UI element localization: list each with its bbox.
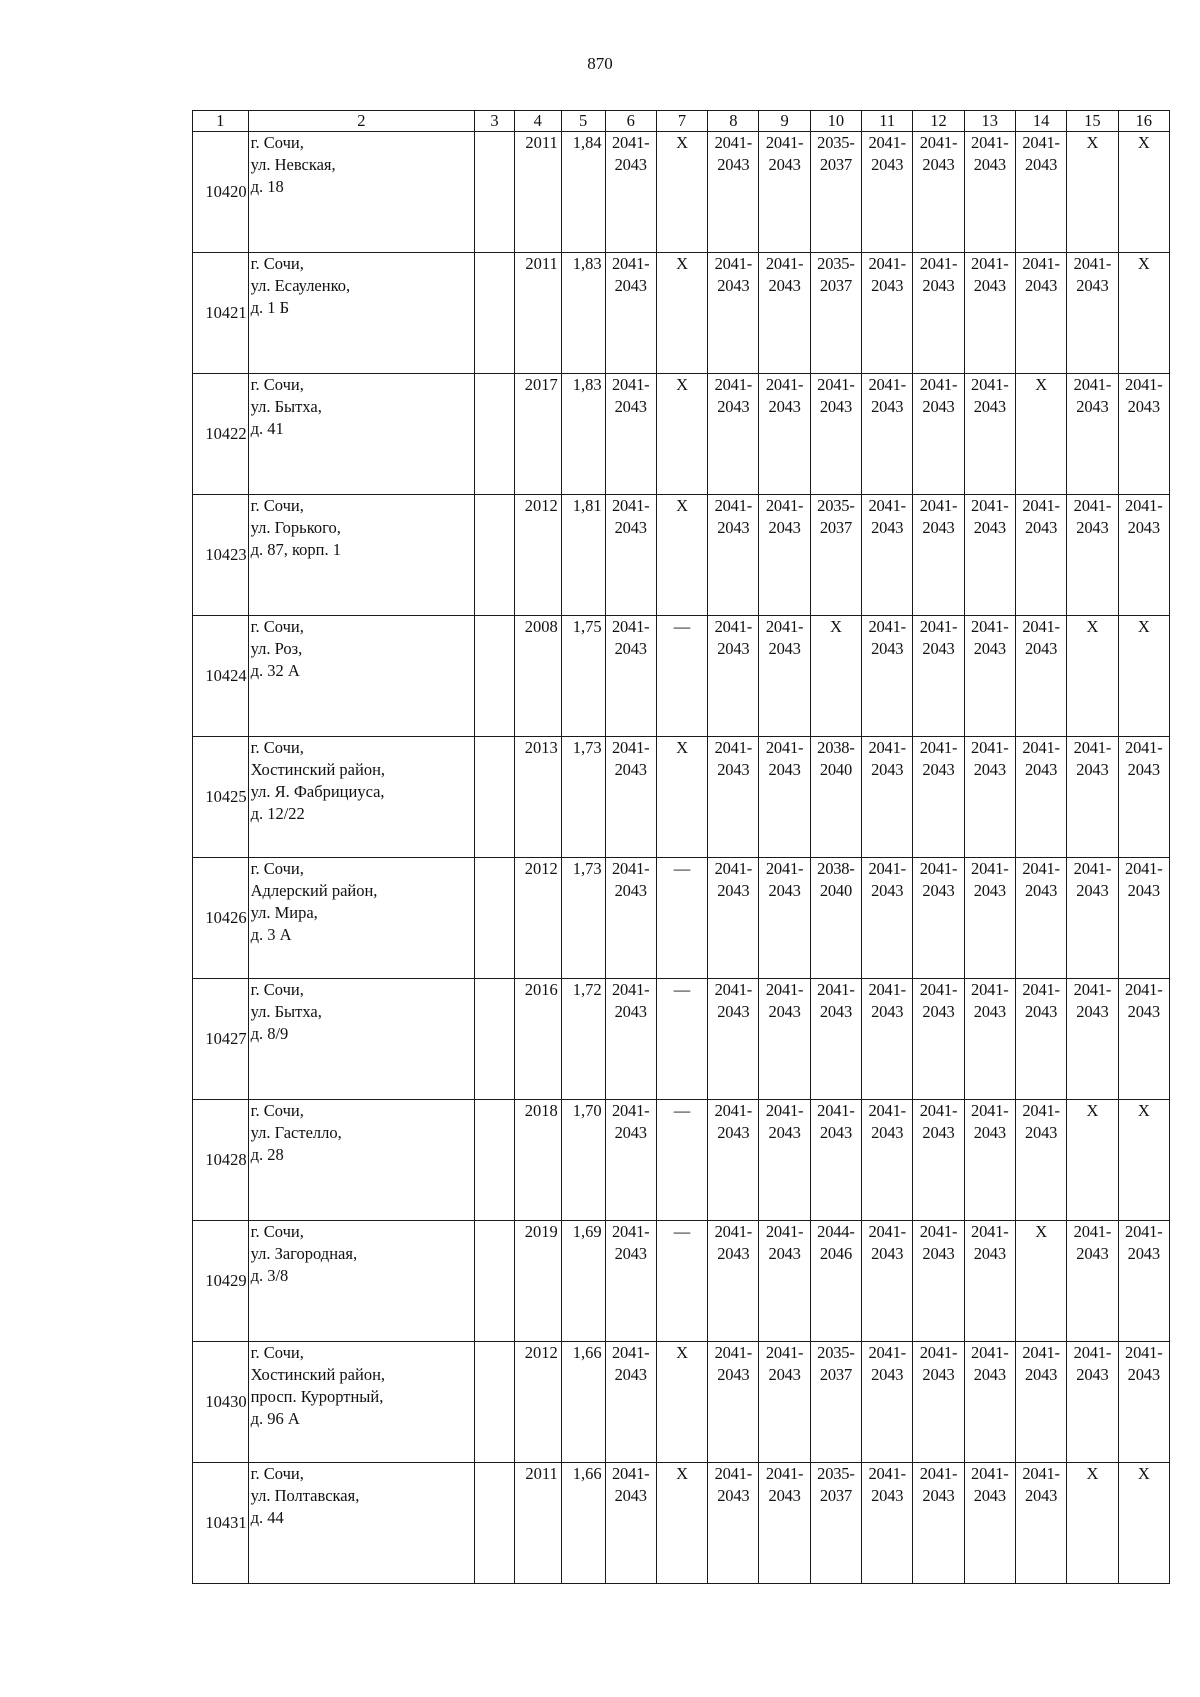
column-16-cell: 2041- 2043	[1118, 1342, 1169, 1463]
column-13-cell: 2041- 2043	[964, 374, 1015, 495]
address-line: Адлерский район,	[250, 881, 378, 900]
column-16-cell: 2041- 2043	[1118, 374, 1169, 495]
address-line: ул. Гастелло,	[250, 1123, 342, 1142]
column-9-cell: 2041- 2043	[759, 737, 810, 858]
address-line: д. 3 А	[250, 925, 292, 944]
address-line: ул. Загородная,	[250, 1244, 358, 1263]
address-line: Хостинский район,	[250, 760, 386, 779]
table-row	[193, 495, 1170, 616]
column-7-cell: Х	[656, 737, 707, 858]
page-number: 870	[587, 54, 613, 73]
column-16-cell: 2041- 2043	[1118, 495, 1169, 616]
address-line: ул. Я. Фабрициуса,	[250, 782, 385, 801]
column-16-cell: 2041- 2043	[1118, 979, 1169, 1100]
address-line: д. 1 Б	[250, 298, 290, 317]
column-6-cell: 2041- 2043	[605, 132, 656, 253]
column-12-cell: 2041- 2043	[913, 1221, 964, 1342]
address-cell	[248, 374, 475, 495]
address-line: г. Сочи,	[250, 1222, 304, 1241]
column-12-cell: 2041- 2043	[913, 1100, 964, 1221]
column-8-cell: 2041- 2043	[708, 1342, 759, 1463]
column-header: 15	[1067, 111, 1118, 132]
address-line: д. 87, корп. 1	[250, 540, 341, 559]
address-line: ул. Бытха,	[250, 1002, 322, 1021]
address-cell	[248, 1100, 475, 1221]
column-7-cell: —	[656, 858, 707, 979]
address-cell	[248, 1463, 475, 1584]
column-7-cell: —	[656, 979, 707, 1100]
column-10-cell: 2035- 2037	[810, 495, 861, 616]
ratio-cell: 1,81	[561, 495, 605, 616]
ratio-cell: 1,83	[561, 374, 605, 495]
column-header: 9	[759, 111, 810, 132]
column-11-cell: 2041- 2043	[862, 374, 913, 495]
column-7-cell: —	[656, 1100, 707, 1221]
year-cell: 2011	[514, 253, 561, 374]
column-9-cell: 2041- 2043	[759, 1463, 810, 1584]
column-16-cell: Х	[1118, 253, 1169, 374]
column-15-cell: 2041- 2043	[1067, 858, 1118, 979]
column-header: 11	[862, 111, 913, 132]
column-11-cell: 2041- 2043	[862, 737, 913, 858]
address-line: просп. Курортный,	[250, 1387, 384, 1406]
column-3-cell	[475, 253, 515, 374]
table-body	[193, 132, 1170, 1584]
column-9-cell: 2041- 2043	[759, 495, 810, 616]
column-header: 10	[810, 111, 861, 132]
column-16-cell: 2041- 2043	[1118, 1221, 1169, 1342]
column-15-cell: 2041- 2043	[1067, 737, 1118, 858]
column-12-cell: 2041- 2043	[913, 132, 964, 253]
column-11-cell: 2041- 2043	[862, 1221, 913, 1342]
column-14-cell: 2041- 2043	[1015, 737, 1066, 858]
record-number: 10426	[193, 858, 249, 979]
column-16-cell: Х	[1118, 132, 1169, 253]
column-3-cell	[475, 979, 515, 1100]
column-9-cell: 2041- 2043	[759, 253, 810, 374]
record-number: 10430	[193, 1342, 249, 1463]
column-13-cell: 2041- 2043	[964, 737, 1015, 858]
register-table	[192, 110, 1170, 1584]
column-14-cell: 2041- 2043	[1015, 1100, 1066, 1221]
record-number: 10423	[193, 495, 249, 616]
table-row	[193, 1463, 1170, 1584]
address-cell	[248, 132, 475, 253]
column-8-cell: 2041- 2043	[708, 858, 759, 979]
column-6-cell: 2041- 2043	[605, 1342, 656, 1463]
column-header: 12	[913, 111, 964, 132]
column-14-cell: 2041- 2043	[1015, 616, 1066, 737]
column-15-cell: 2041- 2043	[1067, 1342, 1118, 1463]
address-line: ул. Есауленко,	[250, 276, 351, 295]
column-11-cell: 2041- 2043	[862, 253, 913, 374]
column-10-cell: 2038- 2040	[810, 858, 861, 979]
column-9-cell: 2041- 2043	[759, 1342, 810, 1463]
address-cell	[248, 737, 475, 858]
column-12-cell: 2041- 2043	[913, 253, 964, 374]
column-16-cell: 2041- 2043	[1118, 858, 1169, 979]
address-line: г. Сочи,	[250, 980, 304, 999]
column-7-cell: —	[656, 616, 707, 737]
table-row	[193, 1221, 1170, 1342]
column-11-cell: 2041- 2043	[862, 1463, 913, 1584]
ratio-cell: 1,66	[561, 1342, 605, 1463]
address-cell	[248, 858, 475, 979]
address-line: д. 96 А	[250, 1409, 300, 1428]
column-11-cell: 2041- 2043	[862, 616, 913, 737]
column-15-cell: Х	[1067, 616, 1118, 737]
column-10-cell: 2041- 2043	[810, 374, 861, 495]
column-15-cell: 2041- 2043	[1067, 1221, 1118, 1342]
column-7-cell: Х	[656, 1463, 707, 1584]
column-8-cell: 2041- 2043	[708, 1221, 759, 1342]
table-row	[193, 979, 1170, 1100]
column-8-cell: 2041- 2043	[708, 1463, 759, 1584]
column-8-cell: 2041- 2043	[708, 495, 759, 616]
column-3-cell	[475, 858, 515, 979]
column-6-cell: 2041- 2043	[605, 253, 656, 374]
column-6-cell: 2041- 2043	[605, 979, 656, 1100]
column-header: 7	[656, 111, 707, 132]
column-11-cell: 2041- 2043	[862, 979, 913, 1100]
address-line: г. Сочи,	[250, 133, 304, 152]
column-10-cell: 2035- 2037	[810, 1463, 861, 1584]
ratio-cell: 1,73	[561, 737, 605, 858]
column-3-cell	[475, 132, 515, 253]
column-6-cell: 2041- 2043	[605, 1221, 656, 1342]
address-line: д. 3/8	[250, 1266, 289, 1285]
column-15-cell: 2041- 2043	[1067, 495, 1118, 616]
column-14-cell: 2041- 2043	[1015, 979, 1066, 1100]
column-7-cell: Х	[656, 374, 707, 495]
column-13-cell: 2041- 2043	[964, 858, 1015, 979]
address-line: д. 8/9	[250, 1024, 289, 1043]
column-13-cell: 2041- 2043	[964, 495, 1015, 616]
column-9-cell: 2041- 2043	[759, 858, 810, 979]
column-14-cell: Х	[1015, 1221, 1066, 1342]
column-3-cell	[475, 374, 515, 495]
address-line: Хостинский район,	[250, 1365, 386, 1384]
year-cell: 2016	[514, 979, 561, 1100]
address-line: г. Сочи,	[250, 1101, 304, 1120]
column-9-cell: 2041- 2043	[759, 374, 810, 495]
column-7-cell: Х	[656, 495, 707, 616]
column-header: 3	[475, 111, 515, 132]
year-cell: 2011	[514, 1463, 561, 1584]
column-12-cell: 2041- 2043	[913, 858, 964, 979]
address-cell	[248, 979, 475, 1100]
column-10-cell: 2035- 2037	[810, 253, 861, 374]
address-line: ул. Невская,	[250, 155, 336, 174]
address-cell	[248, 1342, 475, 1463]
column-9-cell: 2041- 2043	[759, 132, 810, 253]
column-10-cell: Х	[810, 616, 861, 737]
year-cell: 2019	[514, 1221, 561, 1342]
column-11-cell: 2041- 2043	[862, 495, 913, 616]
record-number: 10424	[193, 616, 249, 737]
column-7-cell: Х	[656, 253, 707, 374]
column-12-cell: 2041- 2043	[913, 374, 964, 495]
column-6-cell: 2041- 2043	[605, 858, 656, 979]
address-cell	[248, 616, 475, 737]
column-14-cell: 2041- 2043	[1015, 1342, 1066, 1463]
column-8-cell: 2041- 2043	[708, 737, 759, 858]
address-line: д. 28	[250, 1145, 284, 1164]
table-row	[193, 132, 1170, 253]
address-line: г. Сочи,	[250, 1464, 304, 1483]
table-row	[193, 253, 1170, 374]
column-10-cell: 2035- 2037	[810, 1342, 861, 1463]
column-13-cell: 2041- 2043	[964, 1342, 1015, 1463]
table-row	[193, 374, 1170, 495]
ratio-cell: 1,66	[561, 1463, 605, 1584]
column-header: 8	[708, 111, 759, 132]
column-11-cell: 2041- 2043	[862, 1100, 913, 1221]
column-3-cell	[475, 616, 515, 737]
column-10-cell: 2041- 2043	[810, 979, 861, 1100]
column-header: 4	[514, 111, 561, 132]
address-line: ул. Бытха,	[250, 397, 322, 416]
column-3-cell	[475, 1342, 515, 1463]
year-cell: 2008	[514, 616, 561, 737]
column-10-cell: 2038- 2040	[810, 737, 861, 858]
address-line: г. Сочи,	[250, 254, 304, 273]
column-16-cell: Х	[1118, 616, 1169, 737]
address-cell	[248, 495, 475, 616]
address-line: д. 18	[250, 177, 284, 196]
ratio-cell: 1,73	[561, 858, 605, 979]
address-line: г. Сочи,	[250, 738, 304, 757]
column-3-cell	[475, 737, 515, 858]
record-number: 10422	[193, 374, 249, 495]
column-12-cell: 2041- 2043	[913, 1463, 964, 1584]
year-cell: 2013	[514, 737, 561, 858]
address-line: г. Сочи,	[250, 859, 304, 878]
address-line: д. 12/22	[250, 804, 305, 823]
address-line: ул. Полтавская,	[250, 1486, 360, 1505]
record-number: 10420	[193, 132, 249, 253]
column-8-cell: 2041- 2043	[708, 979, 759, 1100]
column-16-cell: Х	[1118, 1463, 1169, 1584]
column-10-cell: 2044- 2046	[810, 1221, 861, 1342]
column-15-cell: 2041- 2043	[1067, 979, 1118, 1100]
record-number: 10429	[193, 1221, 249, 1342]
column-9-cell: 2041- 2043	[759, 1221, 810, 1342]
column-15-cell: Х	[1067, 1463, 1118, 1584]
header-row	[193, 111, 1170, 132]
record-number: 10428	[193, 1100, 249, 1221]
column-14-cell: 2041- 2043	[1015, 858, 1066, 979]
address-line: д. 32 А	[250, 661, 300, 680]
column-13-cell: 2041- 2043	[964, 616, 1015, 737]
column-3-cell	[475, 1463, 515, 1584]
column-header: 5	[561, 111, 605, 132]
column-header: 2	[248, 111, 475, 132]
year-cell: 2017	[514, 374, 561, 495]
address-line: ул. Горького,	[250, 518, 341, 537]
column-15-cell: 2041- 2043	[1067, 253, 1118, 374]
column-13-cell: 2041- 2043	[964, 1463, 1015, 1584]
column-13-cell: 2041- 2043	[964, 1221, 1015, 1342]
column-14-cell: 2041- 2043	[1015, 1463, 1066, 1584]
column-16-cell: 2041- 2043	[1118, 737, 1169, 858]
address-line: ул. Роз,	[250, 639, 303, 658]
column-3-cell	[475, 1100, 515, 1221]
column-10-cell: 2035- 2037	[810, 132, 861, 253]
column-8-cell: 2041- 2043	[708, 253, 759, 374]
table-row	[193, 858, 1170, 979]
ratio-cell: 1,83	[561, 253, 605, 374]
address-line: д. 44	[250, 1508, 284, 1527]
record-number: 10421	[193, 253, 249, 374]
ratio-cell: 1,84	[561, 132, 605, 253]
column-header: 13	[964, 111, 1015, 132]
column-header: 6	[605, 111, 656, 132]
column-15-cell: 2041- 2043	[1067, 374, 1118, 495]
address-line: г. Сочи,	[250, 375, 304, 394]
column-6-cell: 2041- 2043	[605, 495, 656, 616]
year-cell: 2018	[514, 1100, 561, 1221]
column-12-cell: 2041- 2043	[913, 495, 964, 616]
column-16-cell: Х	[1118, 1100, 1169, 1221]
ratio-cell: 1,70	[561, 1100, 605, 1221]
column-13-cell: 2041- 2043	[964, 132, 1015, 253]
column-header: 14	[1015, 111, 1066, 132]
column-8-cell: 2041- 2043	[708, 374, 759, 495]
address-cell	[248, 1221, 475, 1342]
address-line: г. Сочи,	[250, 1343, 304, 1362]
ratio-cell: 1,72	[561, 979, 605, 1100]
column-6-cell: 2041- 2043	[605, 1100, 656, 1221]
column-13-cell: 2041- 2043	[964, 1100, 1015, 1221]
table-row	[193, 616, 1170, 737]
column-12-cell: 2041- 2043	[913, 616, 964, 737]
column-6-cell: 2041- 2043	[605, 737, 656, 858]
column-7-cell: Х	[656, 132, 707, 253]
record-number: 10425	[193, 737, 249, 858]
column-12-cell: 2041- 2043	[913, 737, 964, 858]
address-line: г. Сочи,	[250, 617, 304, 636]
ratio-cell: 1,75	[561, 616, 605, 737]
address-line: д. 41	[250, 419, 284, 438]
year-cell: 2012	[514, 858, 561, 979]
column-9-cell: 2041- 2043	[759, 1100, 810, 1221]
column-9-cell: 2041- 2043	[759, 616, 810, 737]
column-6-cell: 2041- 2043	[605, 374, 656, 495]
column-3-cell	[475, 1221, 515, 1342]
record-number: 10427	[193, 979, 249, 1100]
column-header: 1	[193, 111, 249, 132]
column-12-cell: 2041- 2043	[913, 979, 964, 1100]
year-cell: 2012	[514, 495, 561, 616]
table-row	[193, 1100, 1170, 1221]
column-15-cell: Х	[1067, 1100, 1118, 1221]
column-6-cell: 2041- 2043	[605, 1463, 656, 1584]
table-row	[193, 737, 1170, 858]
column-9-cell: 2041- 2043	[759, 979, 810, 1100]
address-line: ул. Мира,	[250, 903, 318, 922]
column-15-cell: Х	[1067, 132, 1118, 253]
year-cell: 2011	[514, 132, 561, 253]
column-8-cell: 2041- 2043	[708, 1100, 759, 1221]
column-14-cell: 2041- 2043	[1015, 495, 1066, 616]
column-11-cell: 2041- 2043	[862, 132, 913, 253]
address-line: г. Сочи,	[250, 496, 304, 515]
column-12-cell: 2041- 2043	[913, 1342, 964, 1463]
column-header: 16	[1118, 111, 1169, 132]
column-14-cell: 2041- 2043	[1015, 253, 1066, 374]
ratio-cell: 1,69	[561, 1221, 605, 1342]
column-11-cell: 2041- 2043	[862, 858, 913, 979]
column-14-cell: 2041- 2043	[1015, 132, 1066, 253]
year-cell: 2012	[514, 1342, 561, 1463]
column-10-cell: 2041- 2043	[810, 1100, 861, 1221]
table-row	[193, 1342, 1170, 1463]
column-7-cell: —	[656, 1221, 707, 1342]
column-13-cell: 2041- 2043	[964, 253, 1015, 374]
column-6-cell: 2041- 2043	[605, 616, 656, 737]
column-3-cell	[475, 495, 515, 616]
column-7-cell: Х	[656, 1342, 707, 1463]
record-number: 10431	[193, 1463, 249, 1584]
column-8-cell: 2041- 2043	[708, 616, 759, 737]
column-13-cell: 2041- 2043	[964, 979, 1015, 1100]
column-11-cell: 2041- 2043	[862, 1342, 913, 1463]
column-8-cell: 2041- 2043	[708, 132, 759, 253]
address-cell	[248, 253, 475, 374]
column-14-cell: Х	[1015, 374, 1066, 495]
